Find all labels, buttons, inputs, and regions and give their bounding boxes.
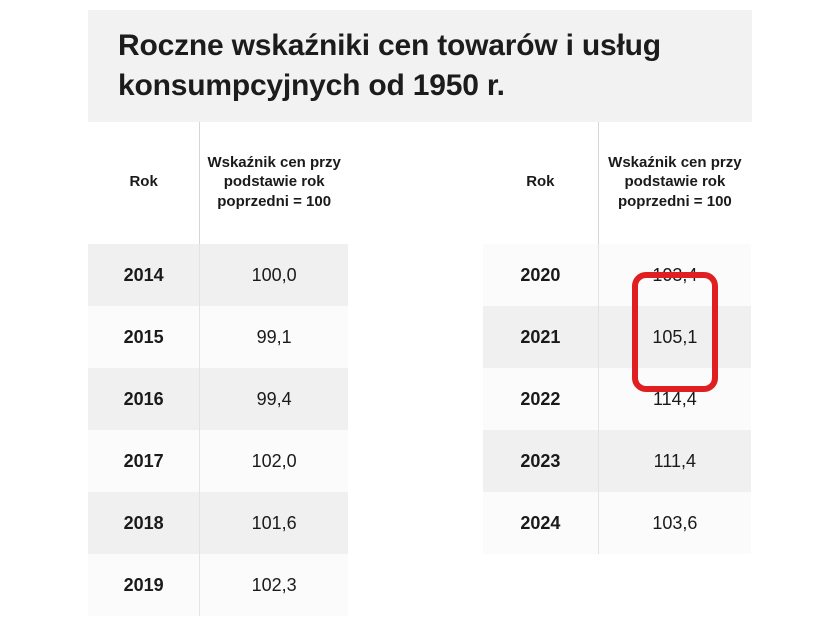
table-row <box>88 492 348 554</box>
cell-year: 2023 <box>483 430 598 492</box>
page-bottom-edge <box>0 618 831 626</box>
table-header-row <box>88 122 348 244</box>
cell-value: 103,6 <box>598 492 751 554</box>
cell-year: 2018 <box>88 492 200 554</box>
cell-year: 2017 <box>88 430 200 492</box>
table-row <box>483 430 751 492</box>
column-header-index: Wskaźnik cen przy podstawie rok poprzedni = 100 <box>200 122 348 244</box>
cell-value: 102,0 <box>200 430 348 492</box>
cell-value: 102,3 <box>200 554 348 616</box>
column-header-year: Rok <box>88 122 200 244</box>
table-left <box>88 122 348 616</box>
cell-year: 2024 <box>483 492 598 554</box>
table-right <box>483 122 751 554</box>
table-row <box>483 244 751 306</box>
cell-value: 101,6 <box>200 492 348 554</box>
table-row <box>483 306 751 368</box>
column-header-year: Rok <box>483 122 598 244</box>
cell-year: 2019 <box>88 554 200 616</box>
table-header-row <box>483 122 751 244</box>
table-row <box>88 306 348 368</box>
cell-value: 114,4 <box>598 368 751 430</box>
table-row <box>88 430 348 492</box>
table-row <box>88 244 348 306</box>
cell-year: 2015 <box>88 306 200 368</box>
cell-value: 99,1 <box>200 306 348 368</box>
cell-year: 2021 <box>483 306 598 368</box>
title-banner <box>88 10 752 122</box>
table-row <box>483 492 751 554</box>
cell-value: 99,4 <box>200 368 348 430</box>
cell-year: 2014 <box>88 244 200 306</box>
table-row <box>88 368 348 430</box>
cell-value: 111,4 <box>598 430 751 492</box>
cell-value: 103,4 <box>598 244 751 306</box>
cell-year: 2022 <box>483 368 598 430</box>
tables-area <box>0 122 831 626</box>
cell-value: 100,0 <box>200 244 348 306</box>
cell-year: 2020 <box>483 244 598 306</box>
cell-year: 2016 <box>88 368 200 430</box>
cell-value: 105,1 <box>598 306 751 368</box>
table-row <box>483 368 751 430</box>
page-title: Roczne wskaźniki cen towarów i usług konsumpcyjnych od 1950 r. <box>118 29 661 102</box>
column-header-index: Wskaźnik cen przy podstawie rok poprzedni = 100 <box>598 122 751 244</box>
table-row <box>88 554 348 616</box>
